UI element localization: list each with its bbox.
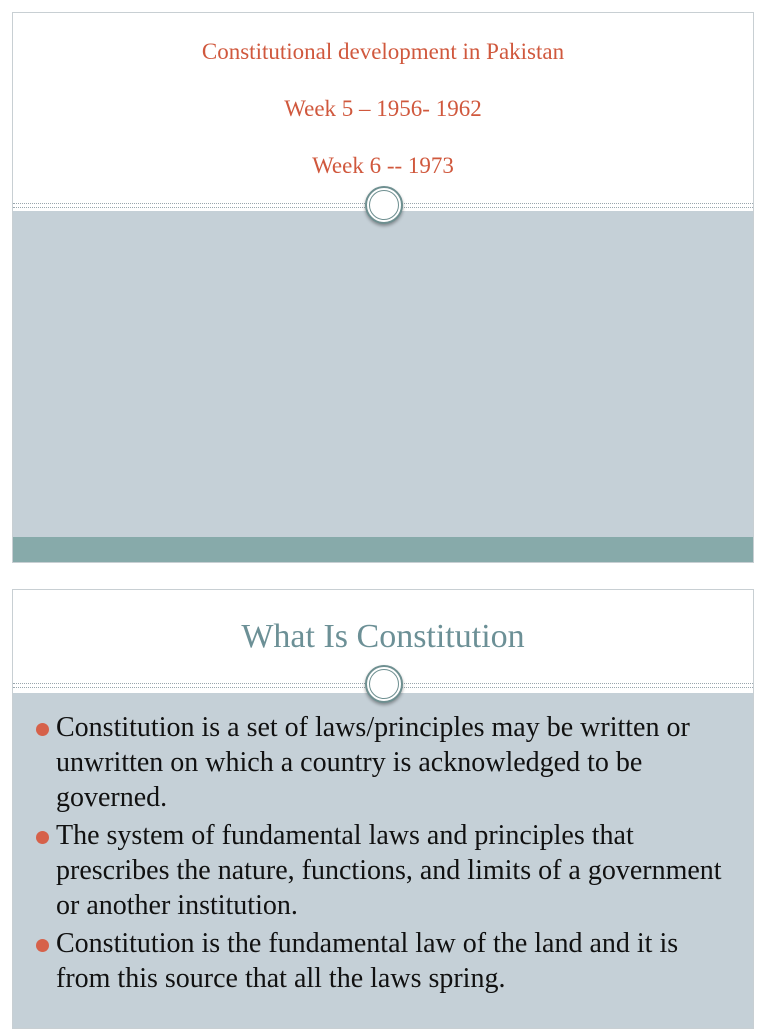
- bullet-text: Constitution is a set of laws/principles may be written or unwritten on which a country is acknowledged to be governed.: [56, 712, 690, 813]
- slide-title-page: [12, 12, 754, 563]
- bullet-item: [33, 926, 733, 996]
- bullet-text: The system of fundamental laws and principles that prescribes the nature, functions, and limits of a government or another institution.: [56, 820, 722, 921]
- ring-ornament-icon: [365, 665, 403, 703]
- bullet-item: [33, 710, 733, 815]
- bullet-dot-icon: [36, 723, 49, 736]
- slide-footer-band: [13, 537, 753, 562]
- presentation-title: Constitutional development in Pakistan: [201, 39, 565, 64]
- slide-body-panel: [13, 211, 753, 537]
- bullet-list: [33, 710, 733, 999]
- subtitle-week-6: Week 6 -- 1973: [312, 153, 454, 178]
- bullet-text: Constitution is the fundamental law of the land and it is from this source that all the laws spring.: [56, 928, 679, 994]
- slide-heading: What Is Constitution: [241, 618, 525, 655]
- bullet-dot-icon: [36, 939, 49, 952]
- slide-title-area: [13, 13, 753, 203]
- slide-what-is-constitution: [12, 589, 754, 1029]
- bullet-dot-icon: [36, 831, 49, 844]
- ring-ornament-icon: [365, 186, 403, 224]
- subtitle-week-5: Week 5 – 1956- 1962: [284, 96, 482, 121]
- bullet-item: [33, 818, 733, 923]
